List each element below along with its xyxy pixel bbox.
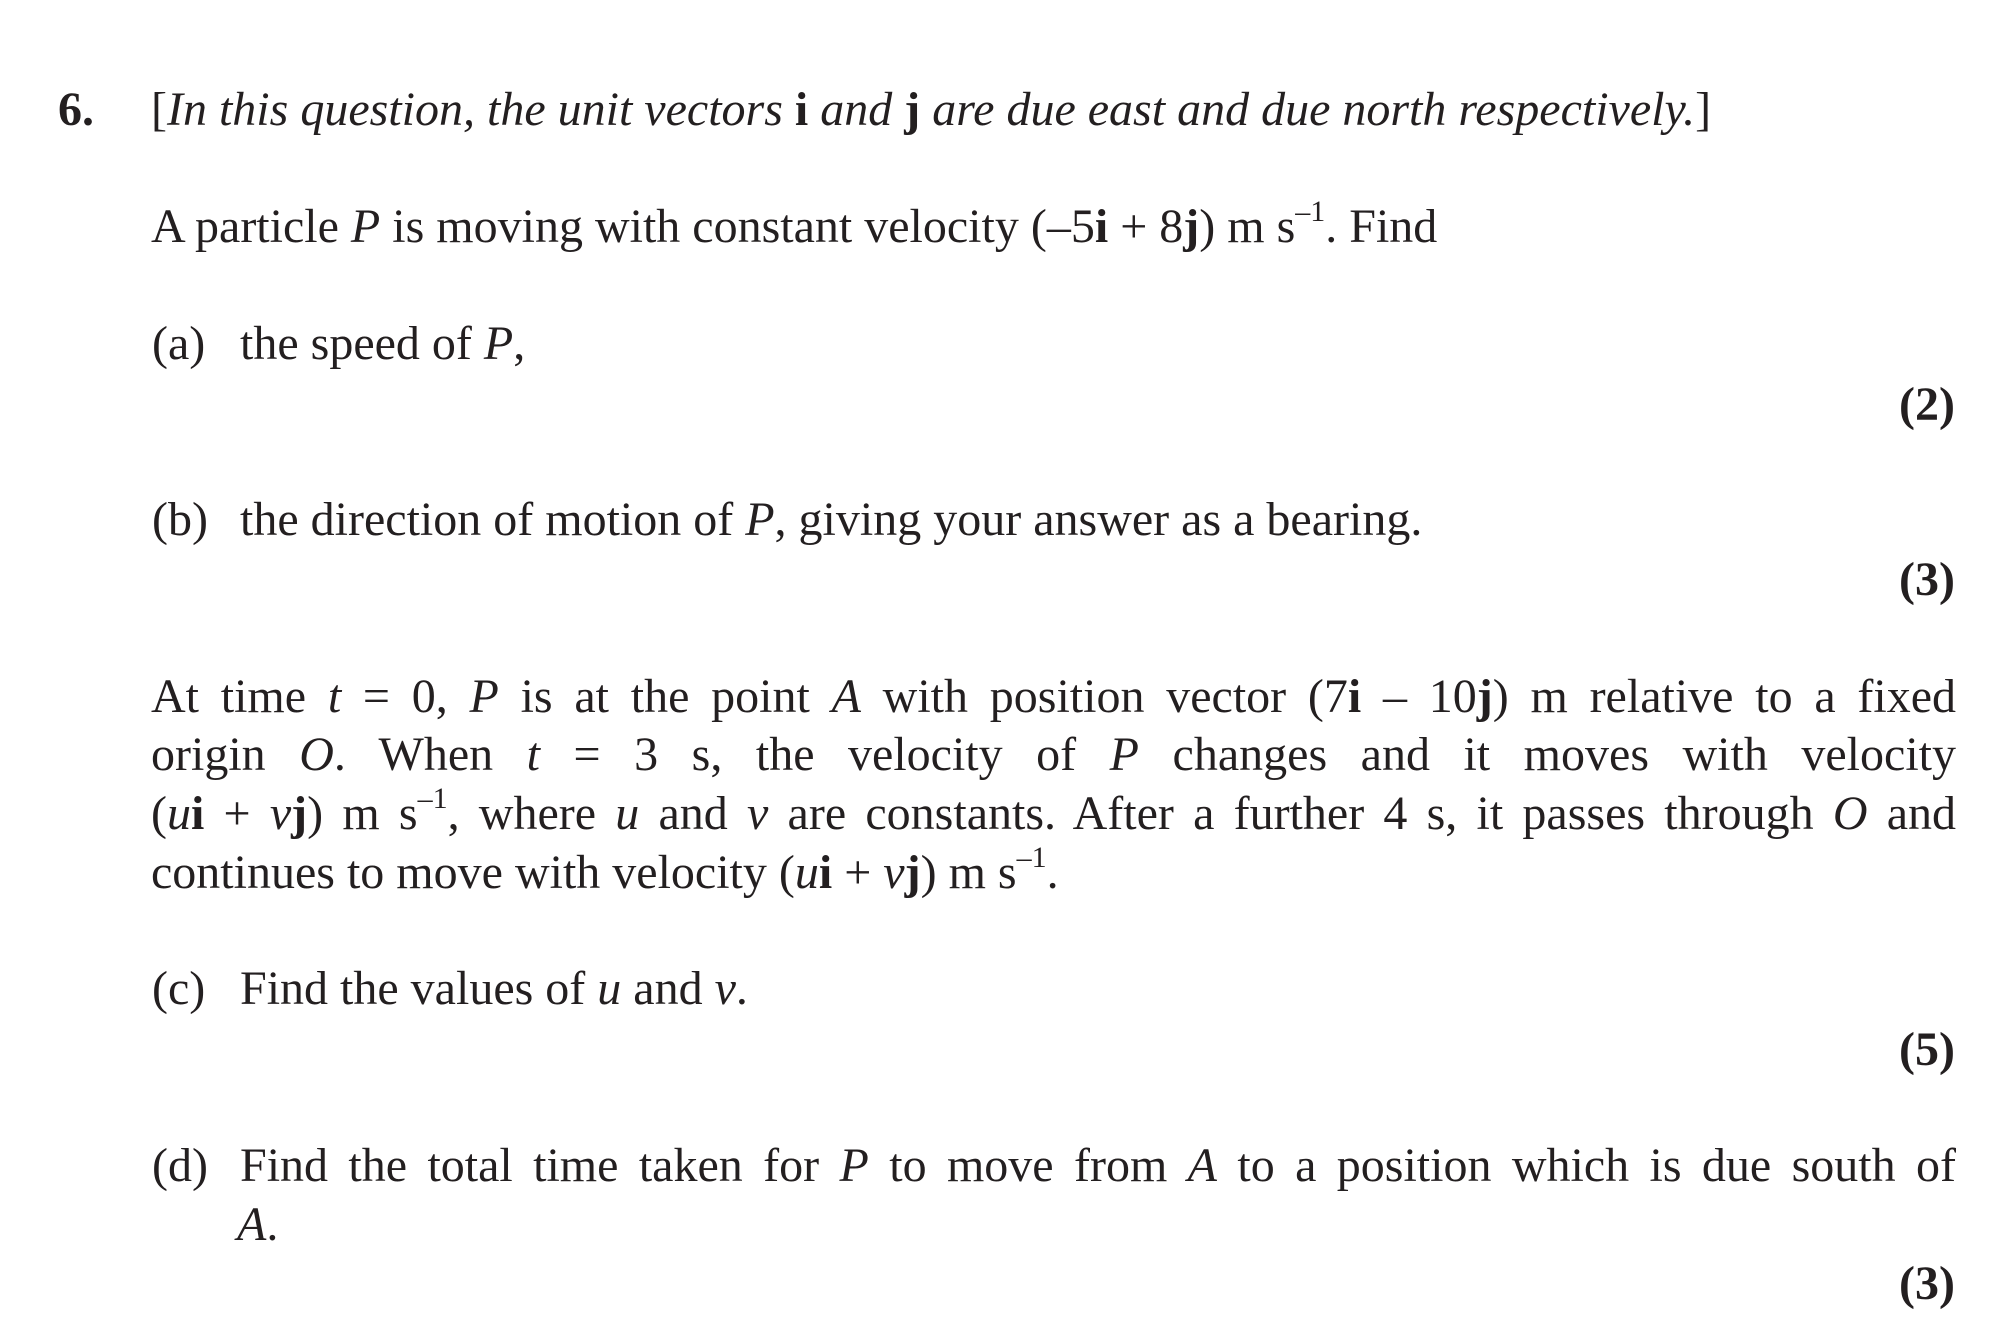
part-a-marks: (2) [1899,378,1955,431]
stem-line-1: At time t = 0, P is at the point A with position vector (7i – 10j) m relative to a fixed [151,670,1957,723]
question-number: 6. [58,83,94,136]
part-d-text-line-2: A. [237,1198,279,1251]
part-d-text-line-1: Find the total time taken for P to move from A to a position which is due south of [240,1139,1956,1192]
part-a-label: (a) [152,317,206,370]
part-c-marks: (5) [1899,1023,1955,1076]
stem-line-3: (ui + vj) m $s^{-1}$, where u and v are constants. After a further 4 s, it passes through O and [151,782,1957,840]
part-a-text: the speed of P, [240,317,526,370]
part-b-label: (b) [152,493,208,546]
stem-line-2: origin O. When t = 3 s, the velocity of P changes and it moves with velocity [151,728,1956,781]
preamble: [In this question, the unit vectors i and j are due east and due north respectively.] [151,83,1712,136]
intro-statement: A particle P is moving with constant velocity (–5i + 8j) m $s^{-1}$. Find [151,195,1438,253]
part-b-marks: (3) [1899,553,1955,606]
part-d-label: (d) [152,1139,208,1192]
stem-line-4: continues to move with velocity (ui + vj) m $s^{-1}$. [151,841,1059,899]
part-c-text: Find the values of u and v. [240,962,748,1015]
part-c-label: (c) [152,962,206,1015]
part-d-marks: (3) [1899,1257,1955,1310]
part-b-text: the direction of motion of P, giving your answer as a bearing. [240,493,1423,546]
